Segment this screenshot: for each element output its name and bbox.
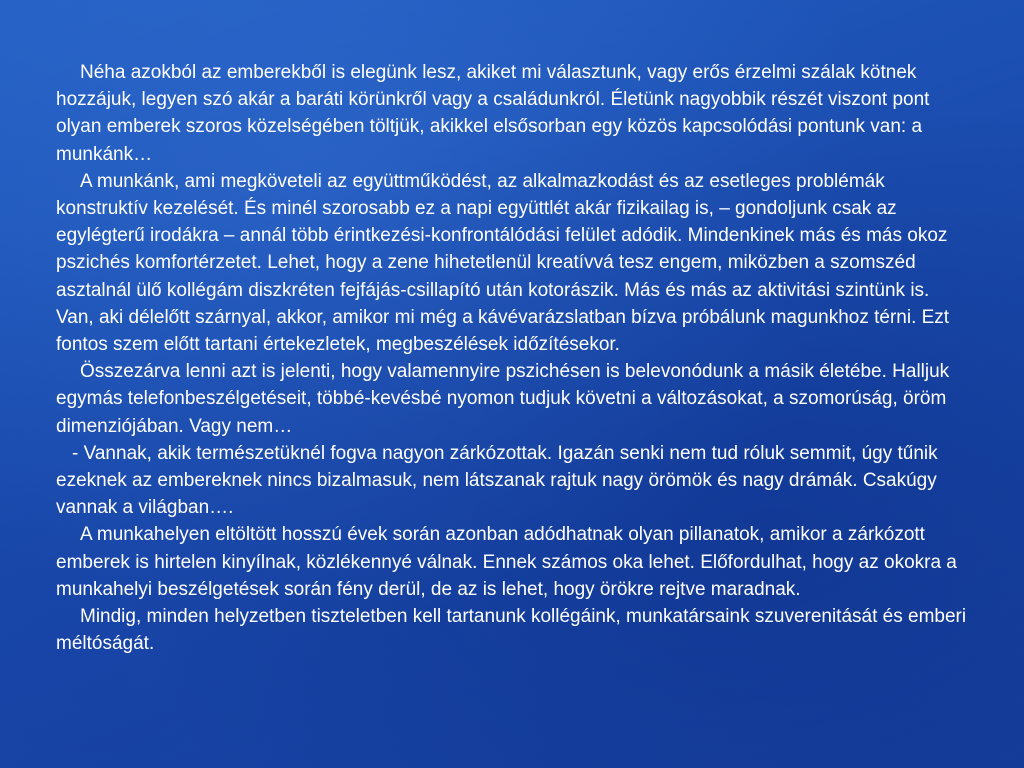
text-block xyxy=(56,59,968,657)
paragraph-5: A munkahelyen eltöltött hosszú évek során azonban adódhatnak olyan pillanatok, amikor a zárkózott emberek is hirtelen kinyílnak, közlékennyé válnak. Ennek számos oka lehet. Előfordulhat, hogy az okokra a munkahelyi beszélgetések során fény derül, de az is lehet, hogy örökre rejtve maradnak. xyxy=(56,524,957,600)
paragraph-1: Néha azokból az emberekből is elegünk lesz, akiket mi választunk, vagy erős érzelmi szálak kötnek hozzájuk, legyen szó akár a baráti körünkről vagy a családunkról. Életünk nagyobbik részét viszont pont olyan emberek szoros közelségében töltjük, akikkel elsősorban egy közös kapcsolódási pontunk van: a munkánk… xyxy=(56,62,930,165)
paragraph-6: Mindig, minden helyzetben tiszteletben kell tartanunk kollégáink, munkatársaink szuverenitását és emberi méltóságát. xyxy=(56,606,967,655)
paragraph-2: A munkánk, ami megköveteli az együttműködést, az alkalmazkodást és az esetleges problémák konstruktív kezelését. És minél szorosabb ez a napi együttlét akár fizikailag is, – gondoljunk csak az egylégterű irodákra – annál több érintkezési-konfrontálódási felület adódik. Mindenkinek más és más okoz pszichés komfortérzetet. Lehet, hogy a zene hihetetlenül kreatívvá tesz engem, miközben a szomszéd asztalnál ülő kollégám diszkréten fejfájás-csillapító után kotorászik. Más és más az aktivitási szintünk is. Van, aki délelőtt szárnyal, akkor, amikor mi még a kávévarázslatban bízva próbálunk magunkhoz térni. Ezt fontos szem előtt tartani értekezletek, megbeszélések időzítésekor. xyxy=(56,170,950,356)
paragraph-4: - Vannak, akik természetüknél fogva nagyon zárkózottak. Igazán senki nem tud róluk semmit, úgy tűnik ezeknek az embereknek nincs bizalmasuk, nem látszanak rajtuk nagy örömök és nagy drámák. Csakúgy vannak a világban…. xyxy=(56,442,938,519)
paragraph-3: Összezárva lenni azt is jelenti, hogy valamennyire pszichésen is belevonódunk a másik életébe. Halljuk egymás telefonbeszélgetéseit, többé-kevésbé nyomon tudjuk követni a változásokat, a szomorúság, öröm dimenziójában. Vagy nem… xyxy=(56,361,950,437)
